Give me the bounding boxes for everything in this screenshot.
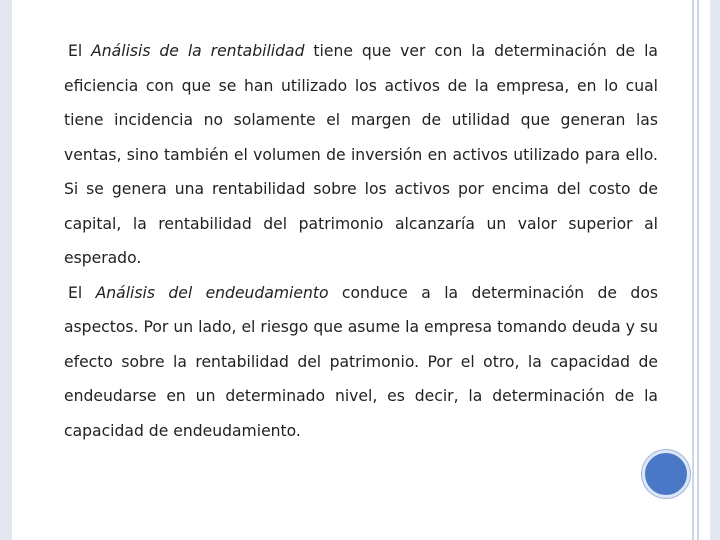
- term-analisis-endeudamiento: Análisis del endeudamiento: [95, 283, 329, 302]
- decorative-circle: [642, 450, 690, 498]
- paragraph-lead: El: [68, 42, 92, 60]
- term-analisis-rentabilidad: Análisis de la rentabilidad: [91, 42, 305, 60]
- left-border: [0, 0, 12, 540]
- paragraph-lead: El: [68, 283, 96, 302]
- slide-content: [64, 34, 658, 448]
- paragraph-body: conduce a la determinación de dos aspectos. Por un lado, el riesgo que asume la empresa tomando deuda y su efecto sobre la rentabilidad del patrimonio. Por el otro, la capacidad de endeudarse en un determinado nivel, es decir, la determinación de la capacidad de endeudamiento.: [64, 283, 658, 440]
- paragraph-endeudamiento: [64, 276, 658, 449]
- paragraph-body: tiene que ver con la determinación de la eficiencia con que se han utilizado los activos de la empresa, en lo cual tiene incidencia no solamente el margen de utilidad que generan las ventas, sino también el volumen de inversión en activos utilizado para ello. Si se genera una rentabilidad sobre los activos por encima del costo de capital, la rentabilidad del patrimonio alcanzaría un valor superior al esperado.: [64, 42, 658, 267]
- right-border: [690, 0, 720, 540]
- paragraph-rentabilidad: [64, 34, 658, 276]
